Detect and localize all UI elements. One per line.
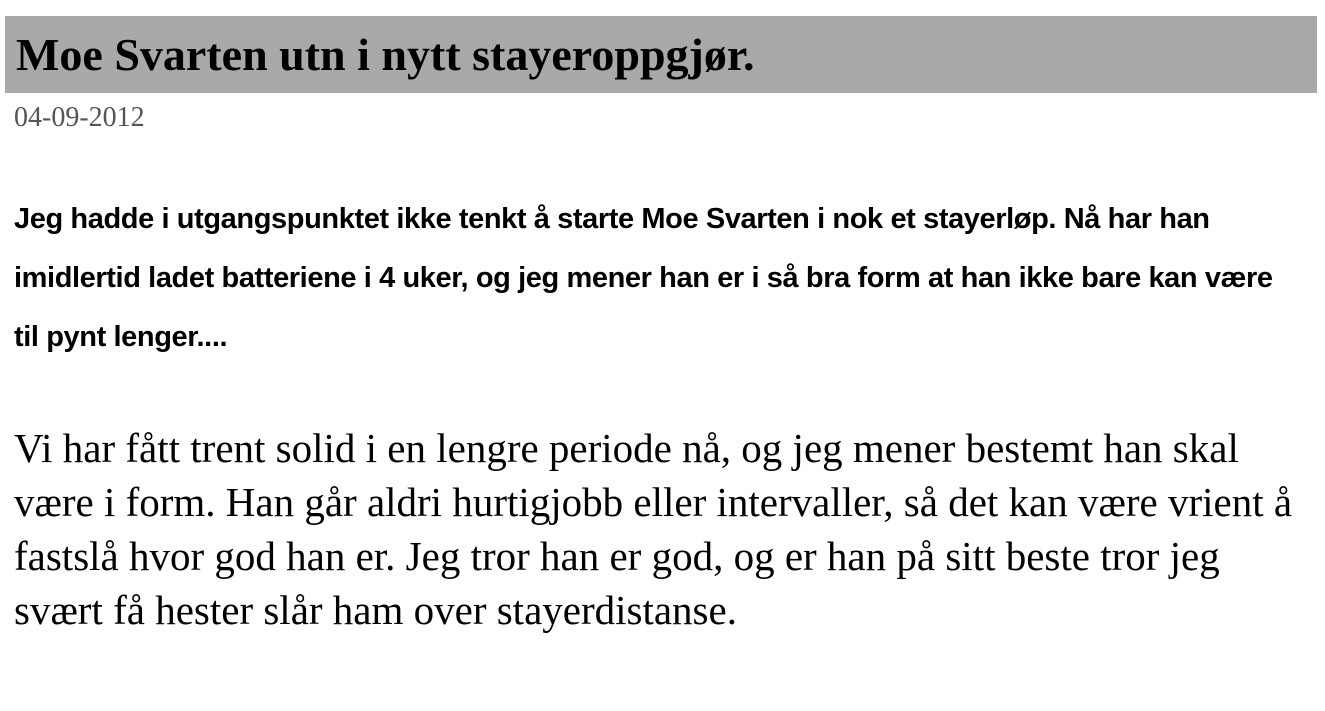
article-date: 04-09-2012 <box>14 102 145 133</box>
title-bar <box>5 16 1317 93</box>
article-title: Moe Svarten utn i nytt stayeroppgjør. <box>16 29 755 80</box>
article-lead: Jeg hadde i utgangspunktet ikke tenkt å starte Moe Svarten i nok et stayerløp. Nå har han imidlertid ladet batteriene i 4 uker, og jeg mener han er i så bra form at han ikke bare kan være til pynt lenger.... <box>14 203 1273 353</box>
article-body: Vi har fått trent solid i en lengre periode nå, og jeg mener bestemt han skal være i form. Han går aldri hurtigjobb eller intervaller, så det kan være vrient å fastslå hvor god han er. Jeg tror han er god, og er han på sitt beste tror jeg svært få hester slår ham over stayerdistanse. <box>14 425 1293 633</box>
